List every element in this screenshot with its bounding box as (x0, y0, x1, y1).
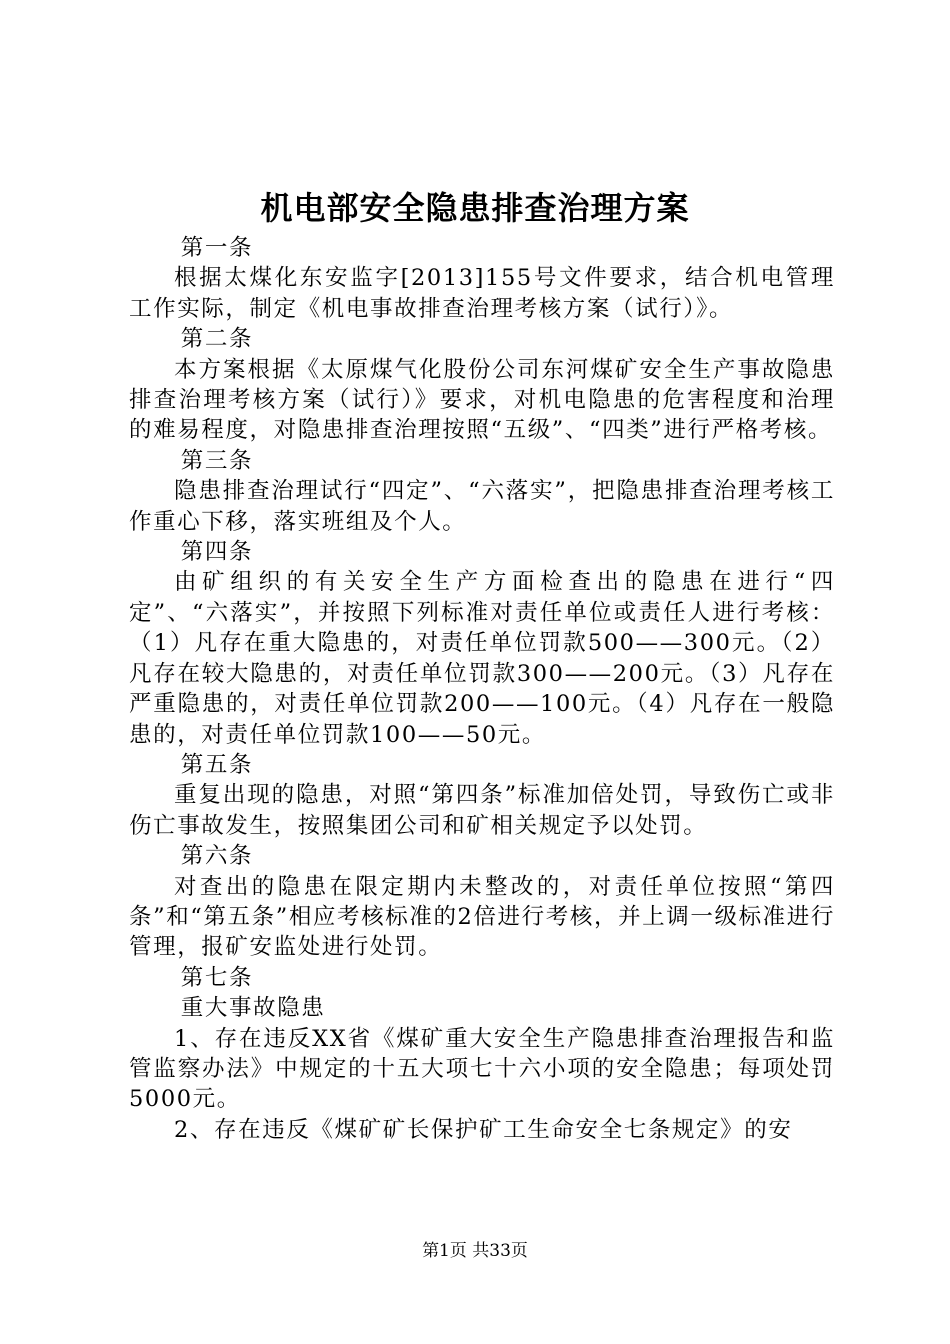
article-paragraph-1: 根据太煤化东安监字[2013]155号文件要求，结合机电管理工作实际，制定《机电事故排查治理考核方案（试行）》。 (129, 265, 835, 322)
article-paragraph-3: 隐患排查治理试行“四定”、“六落实”，把隐患排查治理考核工作重心下移，落实班组及个人。 (129, 478, 835, 535)
article-heading-2: 第二条 (180, 326, 254, 353)
article-heading-6: 第六条 (180, 843, 254, 870)
article-paragraph-4: 由矿组织的有关安全生产方面检查出的隐患在进行“四定”、“六落实”，并按照下列标准对责任单位或责任人进行考核：（1）凡存在重大隐患的，对责任单位罚款500——300元。（2）凡存在较大隐患的，对责任单位罚款300——200元。（3）凡存在严重隐患的，对责任单位罚款200——100元。（4）凡存在一般隐患的，对责任单位罚款100——50元。 (129, 569, 835, 748)
document-title: 机电部安全隐患排查治理方案 (260, 189, 690, 227)
page-number-footer: 第1页 共33页 (422, 1241, 528, 1261)
article-heading-4: 第四条 (180, 539, 254, 566)
article-paragraph-6: 对查出的隐患在限定期内未整改的，对责任单位按照“第四条”和“第五条”相应考核标准的2倍进行考核，并上调一级标准进行管理，报矿安监处进行处罚。 (129, 873, 835, 961)
subsection-heading: 重大事故隐患 (180, 995, 326, 1022)
article-heading-3: 第三条 (180, 447, 254, 474)
article-paragraph-2: 本方案根据《太原煤气化股份公司东河煤矿安全生产事故隐患排查治理考核方案（试行）》要求，对机电隐患的危害程度和治理的难易程度，对隐患排查治理按照“五级”、“四类”进行严格考核。 (129, 356, 835, 444)
article-paragraph-7-item-2: 2、存在违反《煤矿矿长保护矿工生命安全七条规定》的安 (174, 1116, 793, 1143)
article-heading-5: 第五条 (180, 751, 254, 778)
article-paragraph-5: 重复出现的隐患，对照“第四条”标准加倍处罚，导致伤亡或非伤亡事故发生，按照集团公司和矿相关规定予以处罚。 (129, 782, 835, 839)
article-heading-7: 第七条 (180, 964, 254, 991)
article-heading-1: 第一条 (180, 235, 254, 261)
article-paragraph-7-item-1: 1、存在违反XX省《煤矿重大安全生产隐患排查治理报告和监管监察办法》中规定的十五大项七十六小项的安全隐患；每项处罚5000元。 (129, 1025, 835, 1113)
document-body (129, 233, 835, 1145)
